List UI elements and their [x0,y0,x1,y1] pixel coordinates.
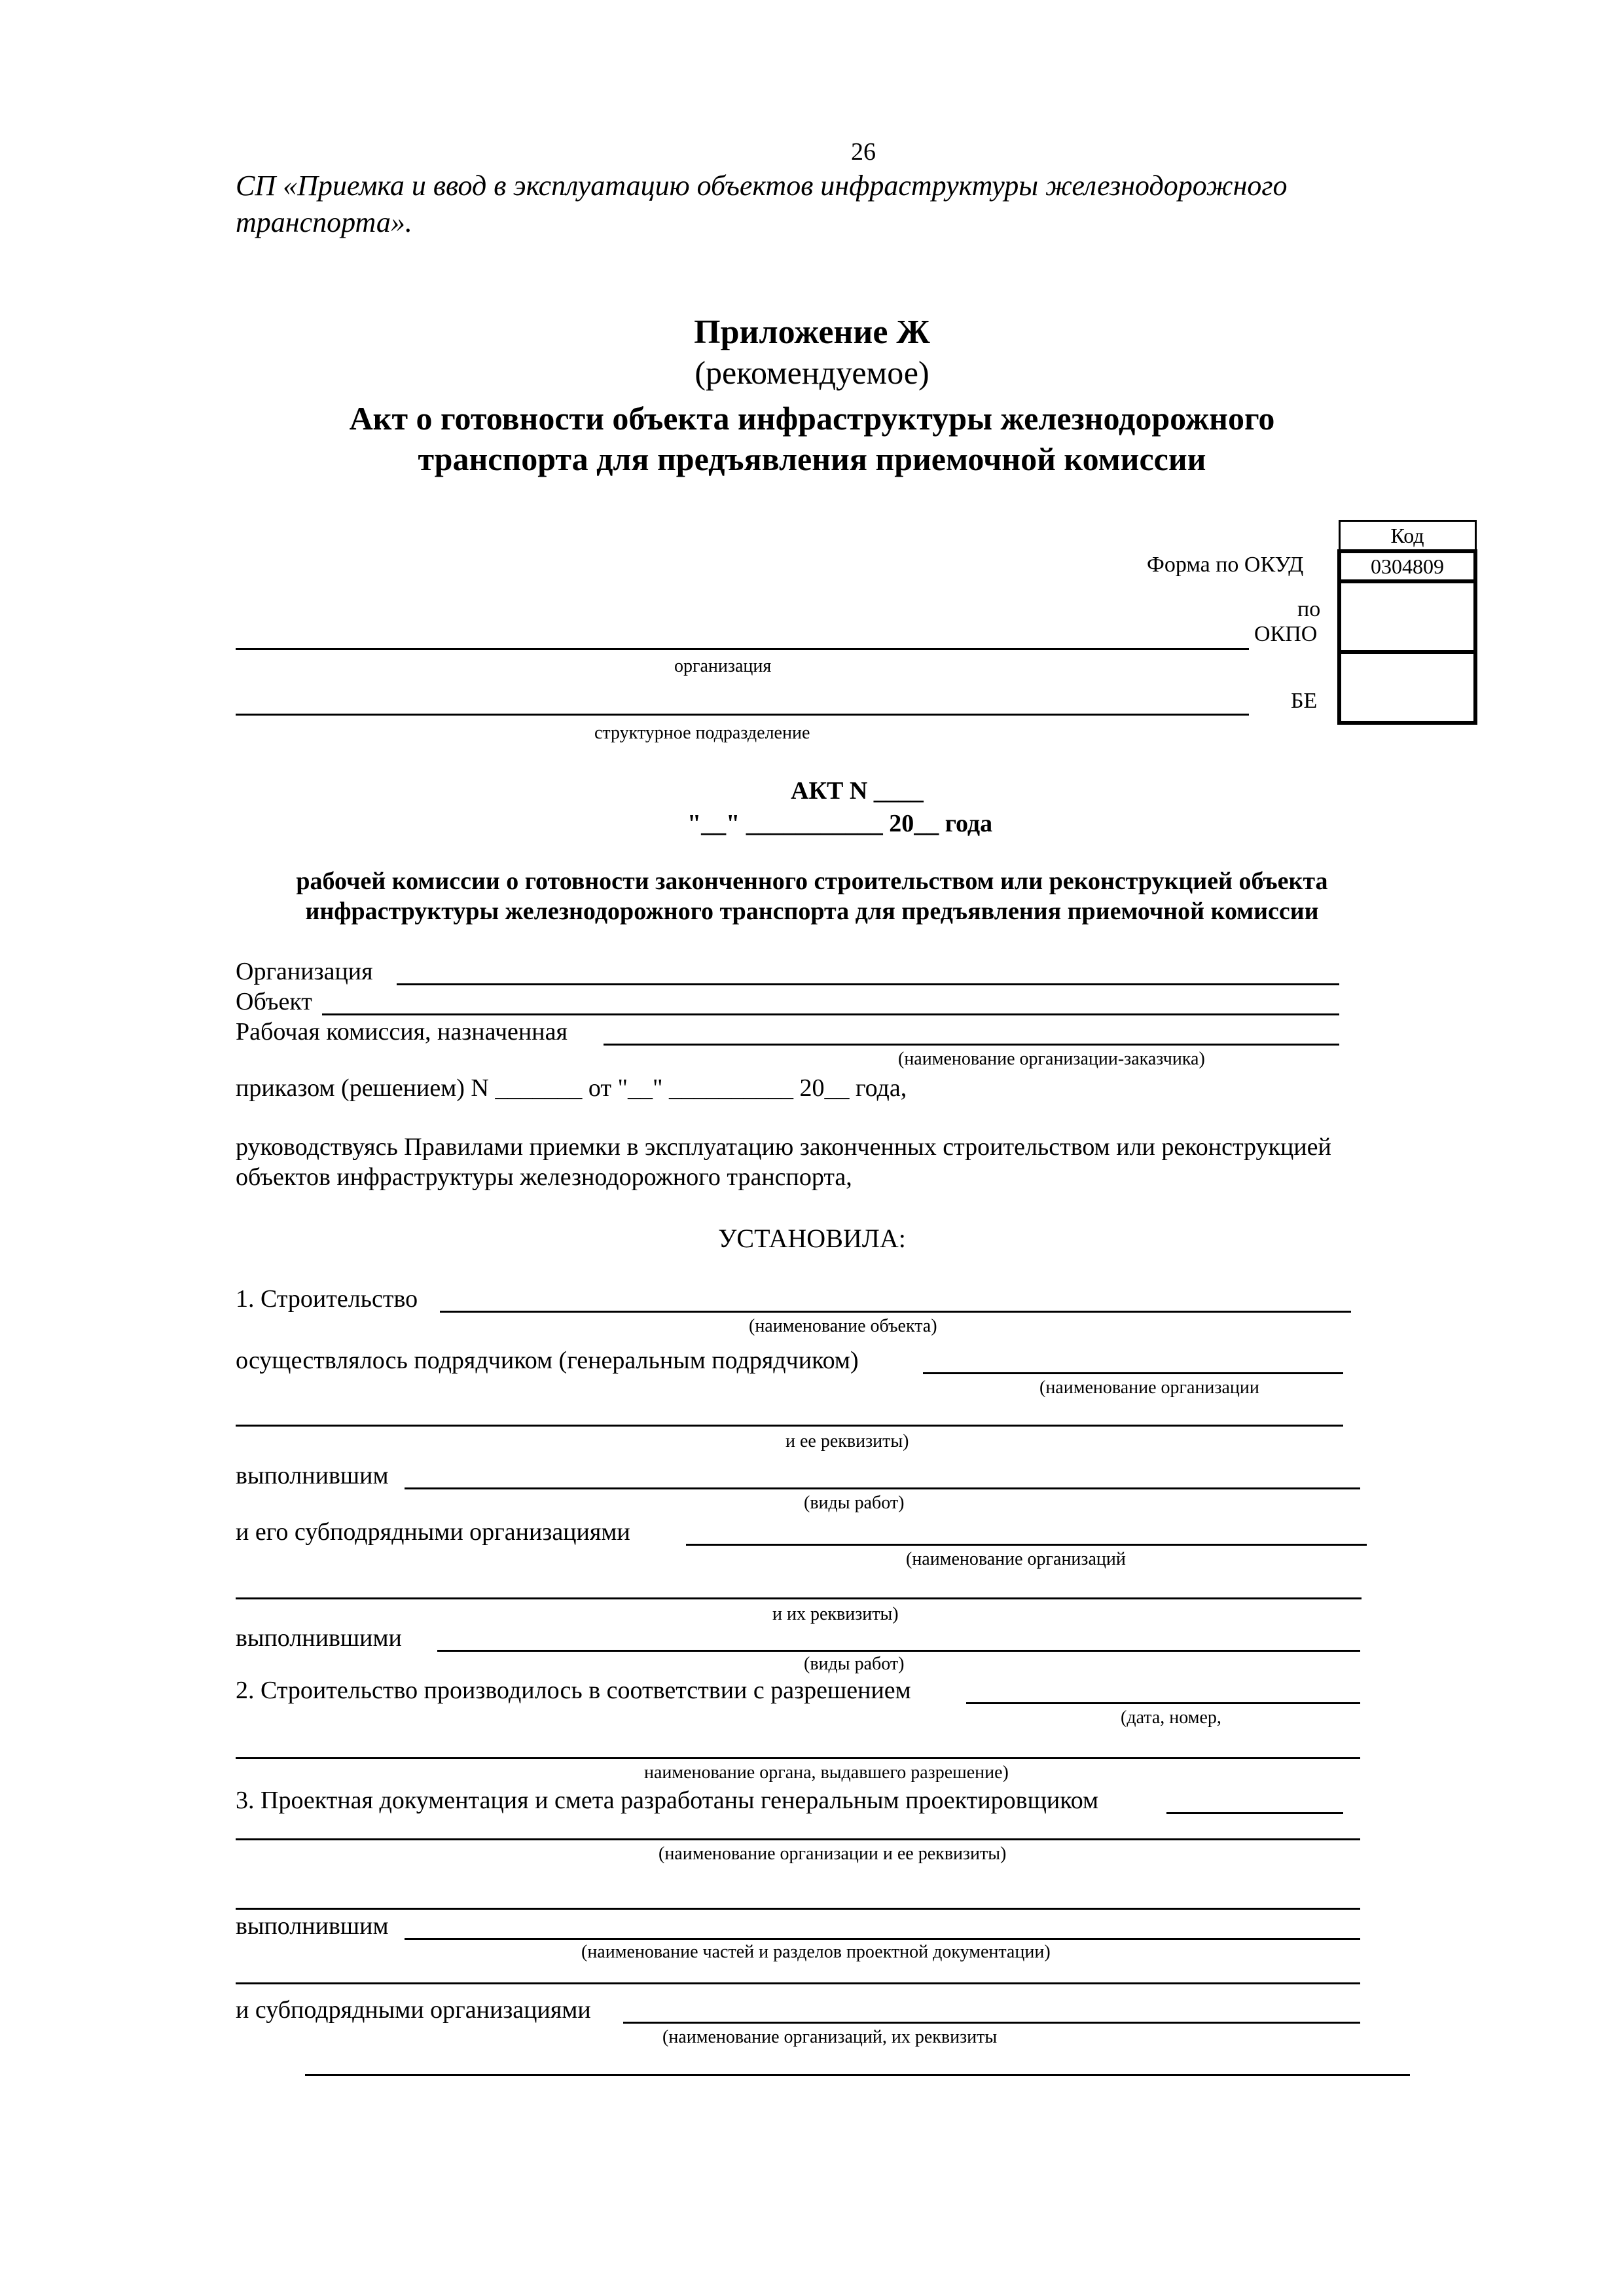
works-caption2: (виды работ) [804,1654,905,1674]
okpo-cell [1339,581,1475,652]
section2-caption2: наименование органа, выдавшего разрешение) [644,1762,1009,1783]
organization-caption: организация [674,656,772,676]
field-object-line[interactable] [322,1013,1339,1015]
field-organization-line[interactable] [397,983,1339,985]
section3-label: 3. Проектная документация и смета разработаны генеральным проектировщиком [236,1787,1099,1814]
act-title: АКТ N ____ [791,777,924,805]
section2-line2[interactable] [236,1757,1360,1759]
contractor-line[interactable] [923,1372,1343,1374]
act-purpose-line2: инфраструктуры железнодорожного транспорта для предъявления приемочной комиссии [305,898,1319,925]
section1-label: 1. Строительство [236,1285,418,1313]
performed3-line[interactable] [405,1938,1360,1940]
subcontractors-line2[interactable] [236,1597,1362,1599]
subcontractors-line[interactable] [686,1544,1367,1546]
contractor-caption2: и ее реквизиты) [785,1431,909,1451]
okud-label: Форма по ОКУД [1147,553,1304,577]
section2-label: 2. Строительство производилось в соответствии с разрешением [236,1677,911,1704]
section2-line[interactable] [966,1702,1360,1704]
section1-caption: (наименование объекта) [749,1316,937,1336]
customer-caption: (наименование организации-заказчика) [898,1049,1205,1069]
act-purpose-line1: рабочей комиссии о готовности законченного строительством или реконструкцией объекта [296,867,1328,895]
be-label: БЕ [1291,689,1318,713]
header-note-line2: транспорта». [236,206,412,238]
sub3-label: и субподрядными организациями [236,1996,591,2024]
performed-pl-label: выполнившими [236,1624,402,1652]
guided-line2: объектов инфраструктуры железнодорожного транспорта, [236,1163,852,1191]
okpo-label-2: ОКПО [1254,622,1318,646]
code-table [1337,520,1477,725]
subcontractors-caption1: (наименование организаций [906,1549,1126,1569]
be-cell [1339,652,1475,723]
section1-line[interactable] [440,1311,1351,1313]
page-number: 26 [851,138,876,166]
section2-caption1: (дата, номер, [1121,1707,1221,1728]
section3-line[interactable] [1166,1812,1343,1814]
field-organization-label: Организация [236,958,373,985]
field-commission-line[interactable] [604,1044,1339,1046]
subdivision-line [236,714,1249,716]
established-heading: УСТАНОВИЛА: [718,1224,906,1253]
subcontractors-caption2: и их реквизиты) [772,1604,899,1624]
performed3-label: выполнившим [236,1912,389,1940]
organization-line [236,648,1249,650]
sub3-line[interactable] [623,2022,1360,2024]
appendix-heading-line1: Акт о готовности объекта инфраструктуры железнодорожного [349,400,1275,437]
code-header: Код [1339,521,1475,552]
sub3-line-top[interactable] [236,1982,1360,1984]
order-line: приказом (решением) N _______ от "__" __________ 20__ года, [236,1074,907,1102]
appendix-subtitle: (рекомендуемое) [695,354,929,391]
appendix-title: Приложение Ж [694,314,930,351]
performed-pl-line[interactable] [437,1650,1360,1652]
performed-label: выполнившим [236,1462,389,1489]
works-caption: (виды работ) [804,1493,905,1513]
okpo-label-1: по [1297,597,1321,621]
sub3-line2[interactable] [305,2074,1410,2076]
header-note-line1: СП «Приемка и ввод в эксплуатацию объектов инфраструктуры железнодорожного [236,170,1288,202]
subcontractors-label: и его субподрядными организациями [236,1518,630,1546]
section3-line3[interactable] [236,1908,1360,1910]
subdivision-caption: структурное подразделение [594,723,810,743]
performed-line[interactable] [405,1487,1360,1489]
field-commission-label: Рабочая комиссия, назначенная [236,1018,568,1046]
contractor-label: осуществлялось подрядчиком (генеральным подрядчиком) [236,1347,859,1374]
guided-line1: руководствуясь Правилами приемки в эксплуатацию законченных строительством или реконструкцией [236,1133,1331,1161]
contractor-line2[interactable] [236,1425,1343,1427]
act-date-line: "__" ___________ 20__ года [687,810,993,837]
field-object-label: Объект [236,988,312,1015]
appendix-heading-line2: транспорта для предъявления приемочной комиссии [418,441,1206,477]
sub3-caption: (наименование организаций, их реквизиты [662,2027,998,2047]
section3-caption: (наименование организации и ее реквизиты) [659,1844,1007,1864]
section3-line2[interactable] [236,1838,1360,1840]
contractor-caption1: (наименование организации [1039,1377,1259,1398]
section3-parts-caption: (наименование частей и разделов проектной документации) [581,1942,1051,1962]
okud-value: 0304809 [1339,551,1475,581]
